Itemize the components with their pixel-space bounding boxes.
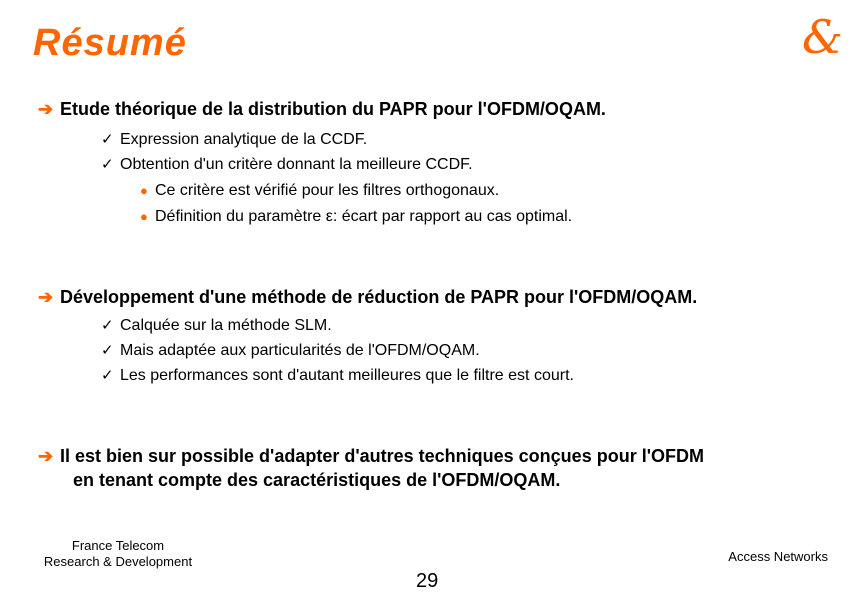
checkmark-icon: ✓	[101, 317, 114, 334]
section-2-item-3-text: Les performances sont d'autant meilleures que le filtre est court.	[120, 367, 574, 384]
arrow-right-icon: ➔	[38, 287, 54, 307]
checkmark-icon: ✓	[101, 367, 114, 384]
section-1-item-2	[101, 155, 473, 175]
section-1-heading	[38, 98, 606, 120]
filled-circle-icon: ●	[140, 209, 148, 224]
section-1-subitem-2-text: Définition du paramètre ε: écart par rapport au cas optimal.	[155, 208, 573, 225]
checkmark-icon: ✓	[101, 342, 114, 359]
footer-company	[28, 538, 208, 570]
section-3-heading	[38, 445, 704, 467]
section-2-heading	[38, 286, 697, 308]
checkmark-icon: ✓	[101, 156, 114, 173]
section-2-heading-text: Développement d'une méthode de réduction de PAPR pour l'OFDM/OQAM.	[60, 287, 698, 307]
section-2-item-1	[101, 316, 332, 336]
section-2-item-1-text: Calquée sur la méthode SLM.	[120, 317, 332, 334]
section-3-heading-line2: en tenant compte des caractéristiques de l'OFDM/OQAM.	[73, 470, 561, 490]
section-2-item-3	[101, 366, 574, 386]
arrow-right-icon: ➔	[38, 446, 54, 466]
france-telecom-logo: &	[802, 10, 843, 64]
section-2-item-2-text: Mais adaptée aux particularités de l'OFDM/OQAM.	[120, 342, 480, 359]
section-1-item-1	[101, 130, 367, 150]
section-1-subitem-2	[140, 207, 572, 227]
filled-circle-icon: ●	[140, 183, 148, 198]
section-1-heading-text: Etude théorique de la distribution du PAPR pour l'OFDM/OQAM.	[60, 99, 606, 119]
section-1-subitem-1-text: Ce critère est vérifié pour les filtres orthogonaux.	[155, 182, 500, 199]
checkmark-icon: ✓	[101, 131, 114, 148]
section-1-subitem-1	[140, 181, 499, 201]
footer-department: Access Networks	[728, 549, 828, 564]
section-1-item-1-text: Expression analytique de la CCDF.	[120, 131, 368, 148]
footer-company-line1: France Telecom	[71, 538, 165, 553]
section-3-heading-line1: Il est bien sur possible d'adapter d'autres techniques conçues pour l'OFDM	[60, 446, 704, 466]
page-number: 29	[416, 570, 439, 592]
footer-company-line2: Research & Development	[43, 554, 193, 569]
arrow-right-icon: ➔	[38, 99, 54, 119]
section-1-item-2-text: Obtention d'un critère donnant la meilleure CCDF.	[120, 156, 473, 173]
section-2-item-2	[101, 341, 480, 361]
slide-title: Résumé	[33, 22, 187, 64]
